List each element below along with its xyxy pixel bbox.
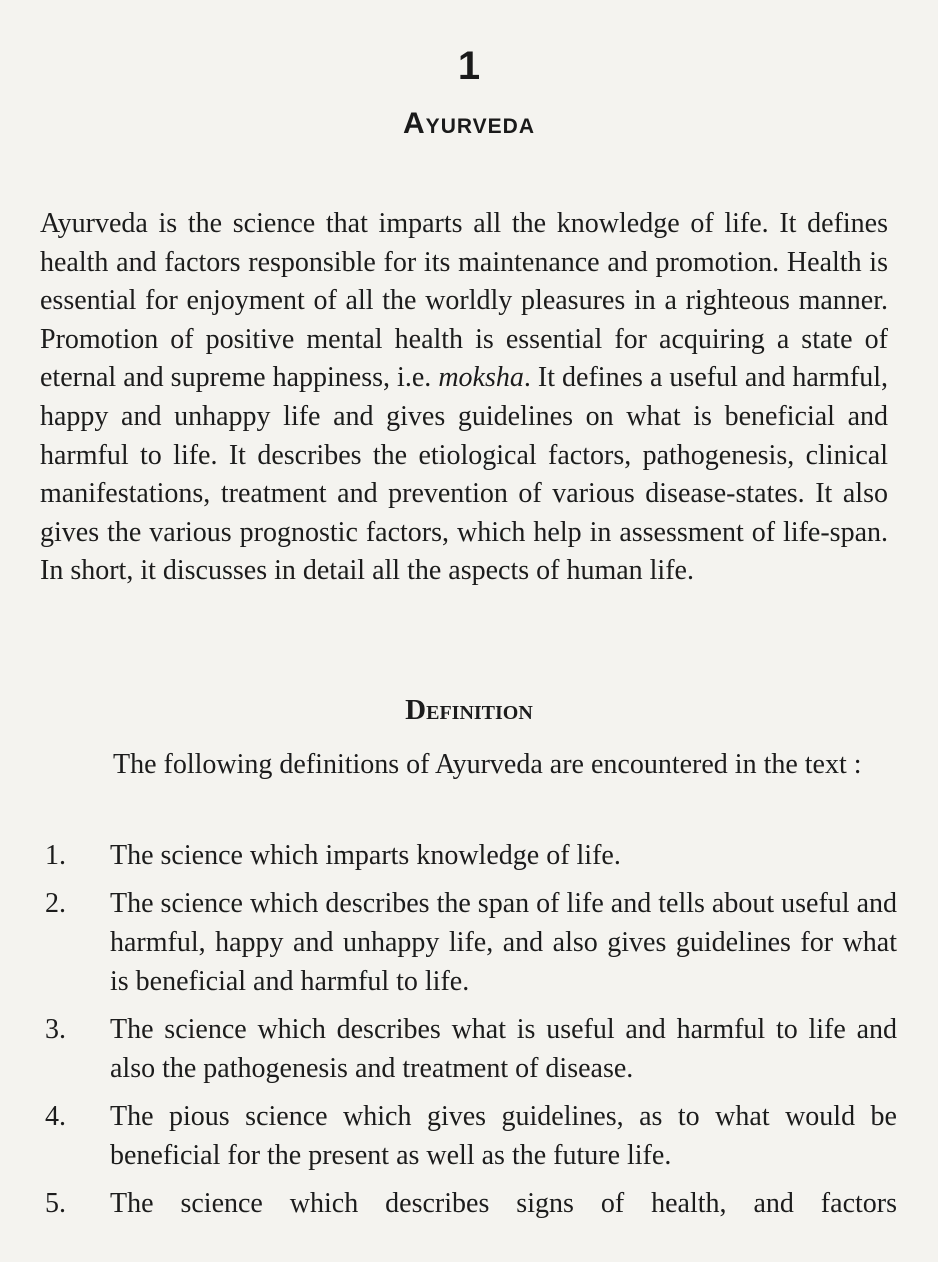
chapter-number: 1 [457, 44, 481, 88]
intro-paragraph [40, 205, 888, 591]
list-item [45, 1184, 897, 1223]
list-item [45, 884, 897, 1001]
list-item-number: 4. [45, 1101, 66, 1132]
list-item [45, 836, 897, 875]
list-item-text: The pious science which gives guidelines, as to what would be beneficial for the present as well as the future life. [110, 1101, 897, 1171]
section-heading-definition: Definition [405, 694, 533, 726]
definition-lead: The following definitions of Ayurveda are encountered in the text : [113, 749, 862, 780]
intro-emphasis: moksha [438, 362, 524, 394]
intro-text-part2: . It defines a useful and harmful, happy and unhappy life and gives guidelines on what is beneficial and harmful to life. It describes the etiological factors, pathogenesis, clinical manifestations, treatment and prevention of various disease-states. It also gives the various prognostic factors, which help in assessment of life-span. In short, it discusses in detail all the aspects of human life. [40, 362, 888, 587]
list-item [45, 1097, 897, 1175]
list-item-number: 5. [45, 1188, 66, 1219]
list-item-text: The science which describes what is useful and harmful to life and also the pathogenesis and treatment of disease. [110, 1014, 897, 1084]
list-item-number: 3. [45, 1014, 66, 1045]
definition-list [45, 836, 897, 1232]
list-item-text: The science which imparts knowledge of life. [110, 840, 621, 871]
chapter-title: Ayurveda [403, 107, 535, 140]
list-item-number: 1. [45, 840, 66, 871]
list-item-number: 2. [45, 888, 66, 919]
list-item [45, 1010, 897, 1088]
intro-text-part1: Ayurveda is the science that imparts all the knowledge of life. It defines health and factors responsible for its maintenance and promotion. Health is essential for enjoyment of all the worldly pleasures in a righteous manner. Promotion of positive mental health is essential for acquiring a state of eternal and supreme happiness, i.e. [40, 208, 888, 394]
list-item-text: The science which describes signs of health, and factors [110, 1188, 897, 1219]
list-item-text: The science which describes the span of life and tells about useful and harmful, happy and unhappy life, and also gives guidelines for what is beneficial and harmful to life. [110, 888, 897, 997]
